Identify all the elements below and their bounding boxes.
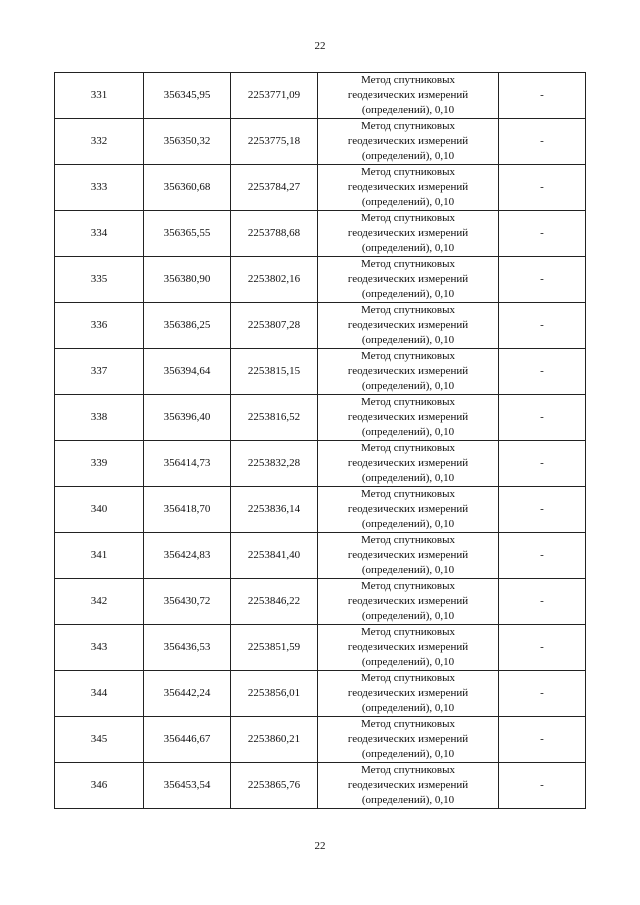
method-text: Метод спутниковых геодезических измерений (определений), 0,10 xyxy=(347,488,469,530)
method-text: Метод спутниковых геодезических измерений (определений), 0,10 xyxy=(347,166,469,208)
table-row xyxy=(55,211,586,257)
coordinates-table xyxy=(54,72,586,809)
method-text: Метод спутниковых геодезических измерений (определений), 0,10 xyxy=(347,258,469,300)
method-text: Метод спутниковых геодезических измерений (определений), 0,10 xyxy=(347,534,469,576)
x-coordinate-cell: 356350,32 xyxy=(144,119,231,165)
method-text: Метод спутниковых геодезических измерений (определений), 0,10 xyxy=(347,396,469,438)
method-cell xyxy=(318,211,499,257)
y-coordinate-cell: 2253860,21 xyxy=(231,717,318,763)
description-cell: - xyxy=(499,487,586,533)
page-number-top: 22 xyxy=(314,40,326,52)
method-text: Метод спутниковых геодезических измерений (определений), 0,10 xyxy=(347,626,469,668)
x-coordinate-cell: 356418,70 xyxy=(144,487,231,533)
description-cell: - xyxy=(499,257,586,303)
description-cell: - xyxy=(499,625,586,671)
method-cell xyxy=(318,763,499,809)
y-coordinate-cell: 2253841,40 xyxy=(231,533,318,579)
x-coordinate-cell: 356345,95 xyxy=(144,73,231,119)
x-coordinate-cell: 356365,55 xyxy=(144,211,231,257)
point-number-cell: 340 xyxy=(55,487,144,533)
description-cell: - xyxy=(499,211,586,257)
method-cell xyxy=(318,73,499,119)
x-coordinate-cell: 356436,53 xyxy=(144,625,231,671)
x-coordinate-cell: 356442,24 xyxy=(144,671,231,717)
method-cell xyxy=(318,395,499,441)
table-row xyxy=(55,165,586,211)
y-coordinate-cell: 2253784,27 xyxy=(231,165,318,211)
point-number-cell: 337 xyxy=(55,349,144,395)
table-row xyxy=(55,671,586,717)
method-cell xyxy=(318,579,499,625)
description-cell: - xyxy=(499,441,586,487)
method-cell xyxy=(318,441,499,487)
table-row xyxy=(55,119,586,165)
point-number-cell: 338 xyxy=(55,395,144,441)
description-cell: - xyxy=(499,579,586,625)
point-number-cell: 331 xyxy=(55,73,144,119)
point-number-cell: 345 xyxy=(55,717,144,763)
description-cell: - xyxy=(499,303,586,349)
method-text: Метод спутниковых геодезических измерений (определений), 0,10 xyxy=(347,120,469,162)
point-number-cell: 342 xyxy=(55,579,144,625)
point-number-cell: 339 xyxy=(55,441,144,487)
table-row xyxy=(55,349,586,395)
point-number-cell: 346 xyxy=(55,763,144,809)
method-cell xyxy=(318,165,499,211)
method-cell xyxy=(318,671,499,717)
method-cell xyxy=(318,303,499,349)
method-cell xyxy=(318,717,499,763)
method-text: Метод спутниковых геодезических измерений (определений), 0,10 xyxy=(347,672,469,714)
point-number-cell: 343 xyxy=(55,625,144,671)
x-coordinate-cell: 356394,64 xyxy=(144,349,231,395)
table-row xyxy=(55,717,586,763)
description-cell: - xyxy=(499,395,586,441)
table-row xyxy=(55,487,586,533)
table-row xyxy=(55,395,586,441)
method-cell xyxy=(318,487,499,533)
x-coordinate-cell: 356380,90 xyxy=(144,257,231,303)
y-coordinate-cell: 2253836,14 xyxy=(231,487,318,533)
table-row xyxy=(55,73,586,119)
y-coordinate-cell: 2253816,52 xyxy=(231,395,318,441)
method-cell xyxy=(318,533,499,579)
method-text: Метод спутниковых геодезических измерений (определений), 0,10 xyxy=(347,442,469,484)
x-coordinate-cell: 356430,72 xyxy=(144,579,231,625)
x-coordinate-cell: 356360,68 xyxy=(144,165,231,211)
point-number-cell: 335 xyxy=(55,257,144,303)
table-row xyxy=(55,303,586,349)
table-row xyxy=(55,625,586,671)
description-cell: - xyxy=(499,533,586,579)
x-coordinate-cell: 356453,54 xyxy=(144,763,231,809)
method-text: Метод спутниковых геодезических измерений (определений), 0,10 xyxy=(347,212,469,254)
method-text: Метод спутниковых геодезических измерений (определений), 0,10 xyxy=(347,718,469,760)
method-cell xyxy=(318,349,499,395)
y-coordinate-cell: 2253807,28 xyxy=(231,303,318,349)
table-row xyxy=(55,579,586,625)
y-coordinate-cell: 2253856,01 xyxy=(231,671,318,717)
y-coordinate-cell: 2253865,76 xyxy=(231,763,318,809)
x-coordinate-cell: 356396,40 xyxy=(144,395,231,441)
y-coordinate-cell: 2253775,18 xyxy=(231,119,318,165)
y-coordinate-cell: 2253851,59 xyxy=(231,625,318,671)
y-coordinate-cell: 2253815,15 xyxy=(231,349,318,395)
description-cell: - xyxy=(499,165,586,211)
description-cell: - xyxy=(499,671,586,717)
y-coordinate-cell: 2253788,68 xyxy=(231,211,318,257)
method-text: Метод спутниковых геодезических измерений (определений), 0,10 xyxy=(347,304,469,346)
x-coordinate-cell: 356446,67 xyxy=(144,717,231,763)
table-row xyxy=(55,763,586,809)
table-row xyxy=(55,257,586,303)
method-text: Метод спутниковых геодезических измерений (определений), 0,10 xyxy=(347,350,469,392)
description-cell: - xyxy=(499,73,586,119)
method-cell xyxy=(318,119,499,165)
x-coordinate-cell: 356386,25 xyxy=(144,303,231,349)
point-number-cell: 341 xyxy=(55,533,144,579)
method-text: Метод спутниковых геодезических измерений (определений), 0,10 xyxy=(347,580,469,622)
page-number-bottom: 22 xyxy=(314,840,326,852)
description-cell: - xyxy=(499,763,586,809)
description-cell: - xyxy=(499,717,586,763)
method-cell xyxy=(318,257,499,303)
description-cell: - xyxy=(499,119,586,165)
table-body xyxy=(55,73,586,809)
x-coordinate-cell: 356424,83 xyxy=(144,533,231,579)
point-number-cell: 334 xyxy=(55,211,144,257)
y-coordinate-cell: 2253802,16 xyxy=(231,257,318,303)
table-row xyxy=(55,533,586,579)
y-coordinate-cell: 2253832,28 xyxy=(231,441,318,487)
table-row xyxy=(55,441,586,487)
point-number-cell: 336 xyxy=(55,303,144,349)
y-coordinate-cell: 2253771,09 xyxy=(231,73,318,119)
description-cell: - xyxy=(499,349,586,395)
y-coordinate-cell: 2253846,22 xyxy=(231,579,318,625)
point-number-cell: 332 xyxy=(55,119,144,165)
method-text: Метод спутниковых геодезических измерений (определений), 0,10 xyxy=(347,764,469,806)
point-number-cell: 333 xyxy=(55,165,144,211)
method-text: Метод спутниковых геодезических измерений (определений), 0,10 xyxy=(347,74,469,116)
point-number-cell: 344 xyxy=(55,671,144,717)
method-cell xyxy=(318,625,499,671)
x-coordinate-cell: 356414,73 xyxy=(144,441,231,487)
